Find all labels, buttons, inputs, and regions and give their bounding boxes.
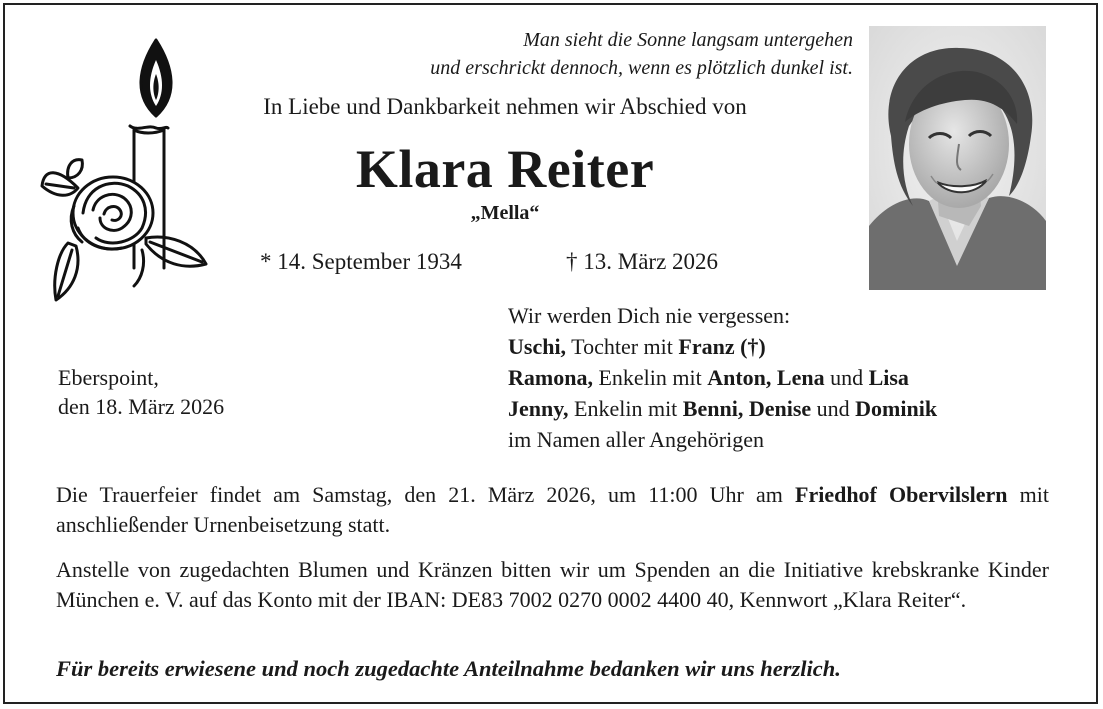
mourner-name: Uschi,: [508, 334, 567, 359]
mourner-partner-last: Lisa: [868, 365, 909, 390]
mourner-conjunction: und: [824, 365, 869, 390]
birth-date: * 14. September 1934: [260, 249, 462, 274]
deceased-nickname: „Mella“: [470, 202, 540, 224]
intro-text: In Liebe und Dankbarkeit nehmen wir Abschied von: [263, 94, 747, 119]
mourner-conjunction: und: [811, 396, 856, 421]
mourner-relation: Enkelin mit: [568, 396, 683, 421]
mourners-closing: im Namen aller Angehörigen: [508, 427, 764, 452]
place-town: Eberspoint,: [58, 365, 159, 390]
death-date: † 13. März 2026: [566, 249, 719, 274]
mourners-block: [508, 300, 937, 455]
donation-info: Anstelle von zugedachten Blumen und Kränzen bitten wir um Spenden an die Initiative krebskranke Kinder München e. V. auf das Konto mit der IBAN: DE83 7002 0270 0002 4400 40, Kennwort „Klara Reiter“.: [56, 557, 1049, 612]
mourner-line: [508, 331, 937, 362]
deceased-name: Klara Reiter: [355, 139, 655, 199]
memorial-verse: [253, 26, 853, 82]
mourner-partners: Franz (†): [678, 334, 766, 359]
mourner-partner-last: Dominik: [855, 396, 938, 421]
verse-line-1: Man sieht die Sonne langsam untergehen: [523, 29, 853, 51]
mourner-relation: Enkelin mit: [592, 365, 708, 390]
mourners-heading: Wir werden Dich nie vergessen:: [508, 303, 791, 328]
mourner-relation: Tochter mit: [566, 334, 679, 359]
verse-line-2: und erschrickt dennoch, wenn es plötzlich dunkel ist.: [430, 57, 853, 79]
funeral-text-a: Die Trauerfeier findet am Samstag, den 21. März 2026, um 11:00 Uhr am: [56, 482, 795, 507]
mourner-partners: Anton, Lena: [707, 365, 825, 390]
place-and-date: [58, 363, 224, 421]
funeral-info: [56, 480, 1049, 540]
mourner-name: Jenny,: [508, 396, 569, 421]
mourner-partners: Benni, Denise: [682, 396, 812, 421]
place-date: den 18. März 2026: [58, 394, 225, 419]
funeral-text-b: mit anschließender Urnenbeisetzung statt.: [56, 482, 1050, 537]
mourner-name: Ramona,: [508, 365, 593, 390]
mourner-line: [508, 393, 937, 424]
mourner-line: [508, 362, 937, 393]
funeral-location: Friedhof Obervilslern: [795, 482, 1008, 507]
thanks-line: Für bereits erwiesene und noch zugedachte Anteilnahme bedanken wir uns herzlich.: [56, 656, 841, 681]
